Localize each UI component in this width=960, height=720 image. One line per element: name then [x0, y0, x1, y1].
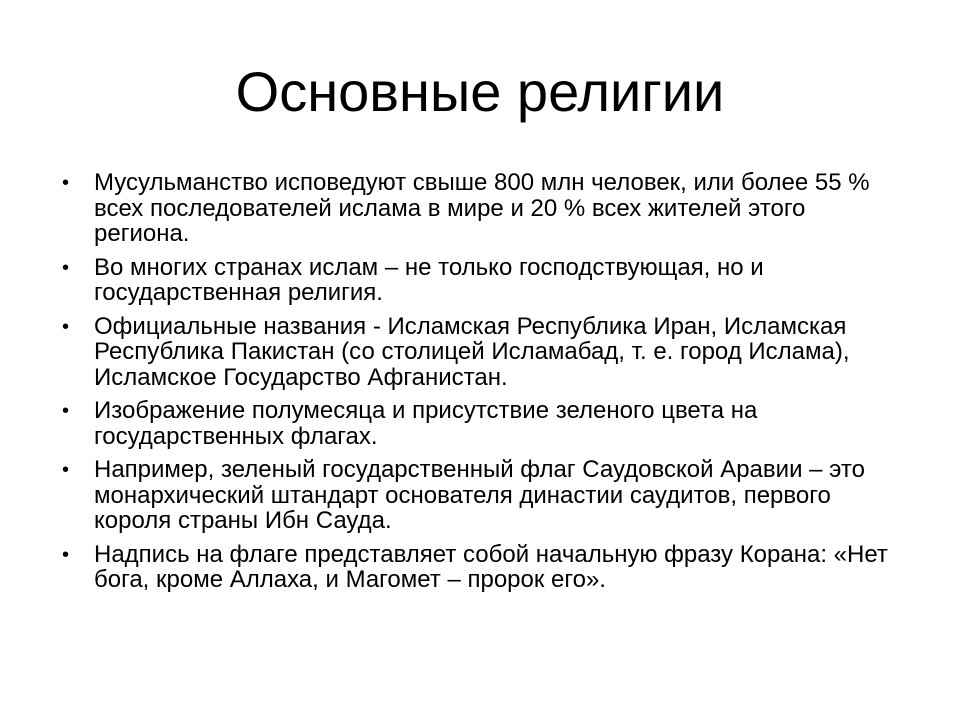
bullet-item-6 — [62, 542, 902, 593]
bullet-item-2 — [62, 255, 902, 306]
slide-title: Основные религии — [235, 60, 725, 123]
bullet-item-4 — [62, 398, 902, 449]
bullet-icon: • — [62, 315, 70, 338]
bullet-text: Изображение полумесяца и присутствие зеленого цвета на государственных флагах. — [94, 397, 758, 450]
bullet-text: Надпись на флаге представляет собой начальную фразу Корана: «Нет бога, кроме Аллаха, и Магомет – пророк его». — [94, 540, 888, 593]
bullet-text: Официальные названия - Исламская Республика Иран, Исламская Республика Пакистан (со столицей Исламабад, т. е. город Ислама), Исламское Государство Афганистан. — [94, 312, 850, 391]
bullet-text: Во многих странах ислам – не только господствующая, но и государственная религия. — [94, 253, 764, 306]
bullet-icon: • — [62, 172, 70, 194]
bullet-text: Например, зеленый государственный флаг Саудовской Аравии – это монархический штандарт основателя династии саудитов, первого короля страны Ибн Сауда. — [94, 456, 865, 534]
bullet-item-1 — [62, 170, 902, 247]
bullet-icon: • — [62, 400, 70, 422]
bullet-icon: • — [62, 459, 70, 481]
bullet-text: Мусульманство исповедуют свыше 800 млн человек, или более 55 % всех последователей ислама в мире и 20 % всех жителей этого региона. — [94, 169, 870, 247]
bullet-icon: • — [62, 543, 70, 566]
bullet-list — [62, 170, 902, 601]
bullet-item-5 — [62, 457, 902, 534]
bullet-item-3 — [62, 314, 902, 391]
bullet-icon: • — [62, 256, 70, 279]
